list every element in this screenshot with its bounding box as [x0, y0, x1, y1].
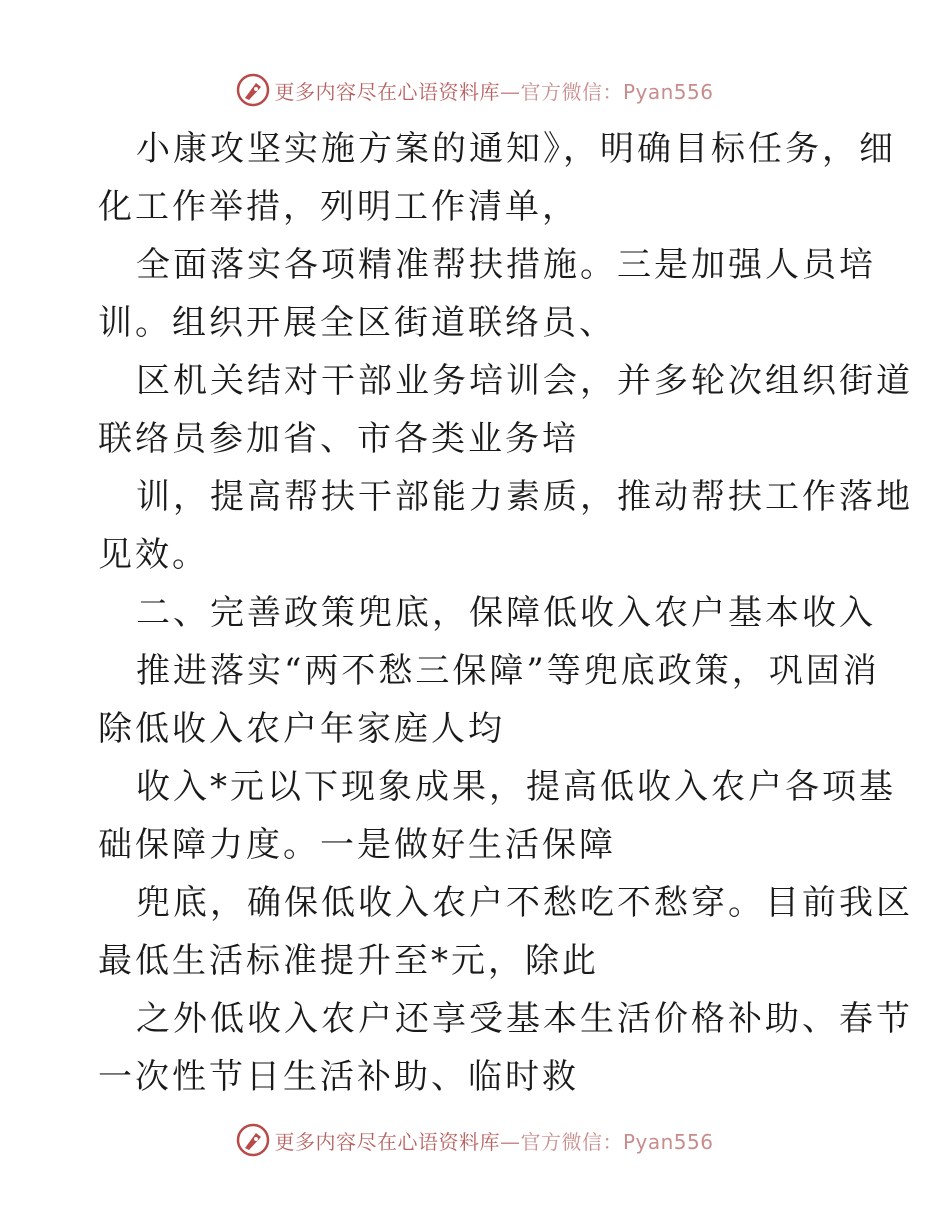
paragraph-line: 础保障力度。一是做好生活保障	[98, 825, 616, 865]
header-watermark	[0, 70, 950, 110]
paragraph-line: 推进落实“两不愁三保障”等兜底政策，巩固消	[136, 651, 880, 691]
paragraph-line: 区机关结对干部业务培训会，并多轮次组织街道	[136, 361, 913, 401]
paragraph-line: 化工作举措，列明工作清单，	[98, 187, 579, 227]
watermark-text: 更多内容尽在心语资料库—官方微信：Pyan556	[274, 79, 714, 104]
paragraph-line: 小康攻坚实施方案的通知》，明确目标任务，细	[136, 129, 896, 169]
paragraph-line: 最低生活标准提升至*元，除此	[98, 941, 599, 981]
paragraph-line: 全面落实各项精准帮扶措施。三是加强人员培	[136, 245, 876, 285]
paragraph-line: 一次性节日生活补助、临时救	[98, 1057, 579, 1097]
paragraph-line: 训。组织开展全区街道联络员、	[98, 303, 616, 343]
section-heading: 二、完善政策兜底，保障低收入农户基本收入	[136, 593, 876, 633]
paragraph-line: 收入*元以下现象成果，提高低收入农户各项基	[136, 767, 896, 807]
paragraph-line: 见效。	[98, 535, 209, 575]
footer-watermark	[0, 1120, 950, 1160]
watermark-text: 更多内容尽在心语资料库—官方微信：Pyan556	[274, 1129, 714, 1154]
pen-nib-logo-icon	[236, 73, 270, 107]
paragraph-line: 之外低收入农户还享受基本生活价格补助、春节	[136, 999, 913, 1039]
pen-nib-logo-icon	[236, 1123, 270, 1157]
paragraph-line: 除低收入农户年家庭人均	[98, 709, 505, 749]
paragraph-line: 兜底，确保低收入农户不愁吃不愁穿。目前我区	[136, 883, 913, 923]
paragraph-line: 联络员参加省、市各类业务培	[98, 419, 579, 459]
paragraph-line: 训，提高帮扶干部能力素质，推动帮扶工作落地	[136, 477, 913, 517]
document-body	[98, 120, 913, 1106]
